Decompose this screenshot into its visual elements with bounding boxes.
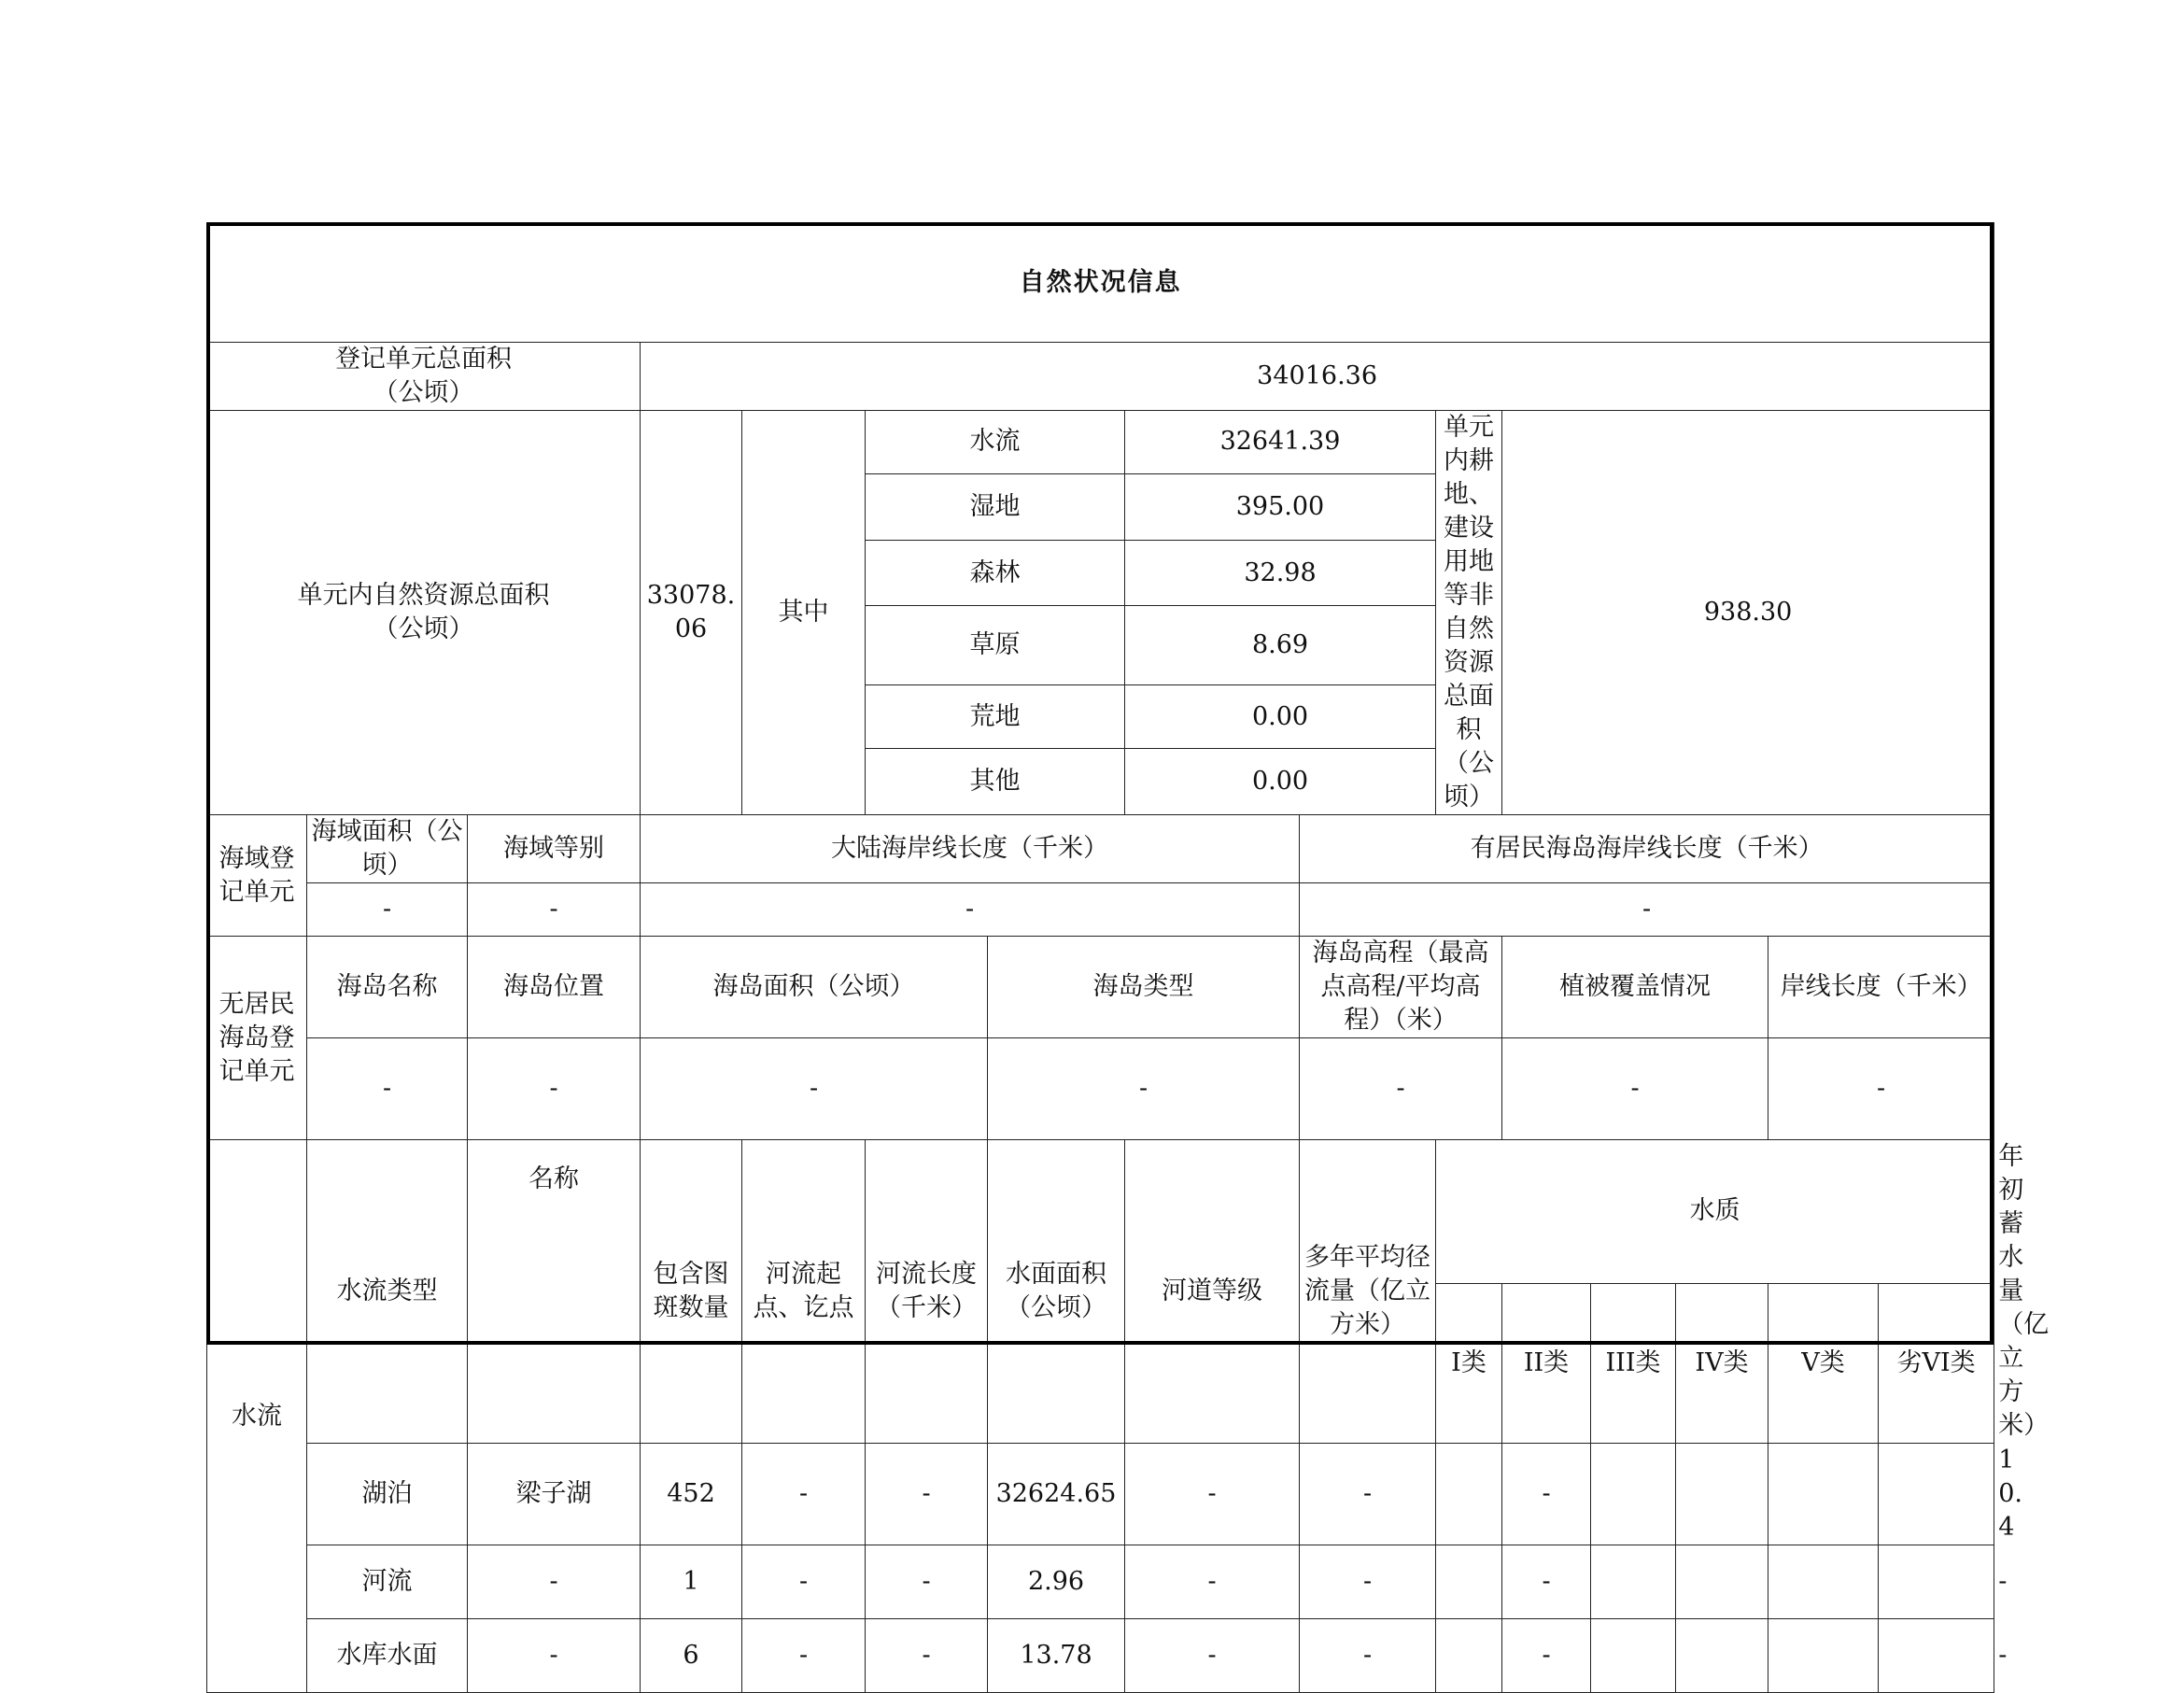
natural-resources-label: 单元内自然资源总面积 （公顷） xyxy=(207,411,641,815)
resource-value: 8.69 xyxy=(1125,606,1436,685)
water-quality xyxy=(1676,1619,1768,1693)
water-quality: - xyxy=(1502,1444,1591,1545)
table-outer-border xyxy=(206,222,1994,1345)
quality-class: 劣VI类 xyxy=(1879,1283,1994,1443)
water-area: 32624.65 xyxy=(988,1444,1125,1545)
quality-class: II类 xyxy=(1502,1283,1591,1443)
sea-grade-label: 海域等别 xyxy=(468,815,641,883)
water-quality xyxy=(1591,1545,1676,1619)
resource-name: 荒地 xyxy=(866,685,1125,749)
water-endpoints: - xyxy=(742,1545,866,1619)
sea-grade-value: - xyxy=(468,883,641,937)
water-runoff: - xyxy=(1300,1619,1436,1693)
resource-name: 草原 xyxy=(866,606,1125,685)
island-header: 海岛高程（最高点高程/平均高程）（米） xyxy=(1300,937,1502,1038)
water-grade: - xyxy=(1125,1444,1300,1545)
water-name: 梁子湖 xyxy=(468,1444,641,1545)
natural-resources-value: 33078.06 xyxy=(641,411,742,815)
island-value: - xyxy=(307,1038,468,1140)
island-header: 岸线长度（千米） xyxy=(1768,937,1994,1038)
water-endpoints: - xyxy=(742,1619,866,1693)
water-type: 湖泊 xyxy=(307,1444,468,1545)
mainland-coastline-value: - xyxy=(641,883,1300,937)
water-grade: - xyxy=(1125,1545,1300,1619)
water-header-runoff: 多年平均径流量（亿立方米） xyxy=(1300,1140,1436,1444)
water-quality xyxy=(1879,1545,1994,1619)
water-endpoints: - xyxy=(742,1444,866,1545)
non-natural-label: 单元内耕地、建设用地等非自然资源总面积（公顷） xyxy=(1436,411,1502,815)
water-quality: - xyxy=(1502,1619,1591,1693)
resource-value: 0.00 xyxy=(1125,749,1436,815)
table-row: 湖泊 梁子湖 452 - - 32624.65 - - - 10.4 xyxy=(207,1444,1994,1545)
island-value: - xyxy=(1768,1038,1994,1140)
natural-status-table: 自然状况信息 登记单元总面积 （公顷） 34016.36 单元内自然资源总面积 （公顷） 33078.06 其中 水流 32641.39 单元内耕地、建设用地等非自然资源总面积（公顷） 938.30 湿地 395.00 森林 32.98 草原 8.69 荒地 0.00 其他 0.00 海域登记单元 海域面积（公顷） 海域等别 大陆海岸线长度（千米） 有居民海岛海岸线长度（千米） - - - - 无居民海岛登记单元 海岛名称 海岛位置 海岛面积（公顷） 海岛类型 海岛高程（最高点高程/平均高程）（米） 植被覆盖情况 岸线长度（千米） - - - - - - - 水流 水流类型 名称 包含图斑数量 河流起点、讫点 河流长度（千米） 水面面积（公顷） 河道等级 多年平均径流量（亿立方米） 水质 年初蓄水量（亿立方米） I类 II类 III类 IV类 V类 劣VI类 湖泊 梁子湖 452 - - 32624.65 - - - 10.4 河流 - 1 - - 2.96 - - - - 水库水面 - 6 - - 13.78 - - - - xyxy=(206,222,1994,1693)
island-value: - xyxy=(1300,1038,1502,1140)
water-patches: 1 xyxy=(641,1545,742,1619)
island-value: - xyxy=(641,1038,988,1140)
water-header-length: 河流长度（千米） xyxy=(866,1140,988,1444)
water-length: - xyxy=(866,1619,988,1693)
page-title: 自然状况信息 xyxy=(207,223,1994,343)
water-quality xyxy=(1591,1444,1676,1545)
water-header-type: 水流类型 xyxy=(307,1140,468,1444)
resource-value: 32.98 xyxy=(1125,540,1436,606)
resource-value: 32641.39 xyxy=(1125,411,1436,474)
water-quality xyxy=(1768,1444,1879,1545)
water-header-area: 水面面积（公顷） xyxy=(988,1140,1125,1444)
resource-name: 森林 xyxy=(866,540,1125,606)
water-patches: 452 xyxy=(641,1444,742,1545)
resource-value: 395.00 xyxy=(1125,473,1436,540)
water-length: - xyxy=(866,1444,988,1545)
water-quality xyxy=(1879,1444,1994,1545)
quality-class: III类 xyxy=(1591,1283,1676,1443)
water-area: 2.96 xyxy=(988,1545,1125,1619)
of-which-label: 其中 xyxy=(742,411,866,815)
resource-name: 湿地 xyxy=(866,473,1125,540)
water-type: 水库水面 xyxy=(307,1619,468,1693)
water-header-grade: 河道等级 xyxy=(1125,1140,1300,1444)
mainland-coastline-label: 大陆海岸线长度（千米） xyxy=(641,815,1300,883)
water-type: 河流 xyxy=(307,1545,468,1619)
water-header-quality: 水质 xyxy=(1436,1140,1994,1284)
water-patches: 6 xyxy=(641,1619,742,1693)
total-area-label: 登记单元总面积 （公顷） xyxy=(207,343,641,411)
island-header: 海岛名称 xyxy=(307,937,468,1038)
quality-class: IV类 xyxy=(1676,1283,1768,1443)
island-unit-label: 无居民海岛登记单元 xyxy=(207,937,307,1140)
resource-name: 水流 xyxy=(866,411,1125,474)
water-header-endpoints: 河流起点、讫点 xyxy=(742,1140,866,1444)
island-header: 植被覆盖情况 xyxy=(1502,937,1768,1038)
water-unit-label: 水流 xyxy=(207,1140,307,1693)
water-name: - xyxy=(468,1545,641,1619)
island-header: 海岛位置 xyxy=(468,937,641,1038)
island-header: 海岛面积（公顷） xyxy=(641,937,988,1038)
water-header-patches: 包含图斑数量 xyxy=(641,1140,742,1444)
water-name: - xyxy=(468,1619,641,1693)
quality-class: I类 xyxy=(1436,1283,1502,1443)
resource-value: 0.00 xyxy=(1125,685,1436,749)
water-quality xyxy=(1436,1545,1502,1619)
water-quality xyxy=(1436,1444,1502,1545)
water-area: 13.78 xyxy=(988,1619,1125,1693)
water-runoff: - xyxy=(1300,1545,1436,1619)
water-quality xyxy=(1768,1619,1879,1693)
sea-area-label: 海域面积（公顷） xyxy=(307,815,468,883)
sea-area-value: - xyxy=(307,883,468,937)
island-coastline-value: - xyxy=(1300,883,1994,937)
quality-class: V类 xyxy=(1768,1283,1879,1443)
water-length: - xyxy=(866,1545,988,1619)
sea-unit-label: 海域登记单元 xyxy=(207,815,307,937)
table-row: 水库水面 - 6 - - 13.78 - - - - xyxy=(207,1619,1994,1693)
water-quality xyxy=(1676,1545,1768,1619)
total-area-value: 34016.36 xyxy=(641,343,1994,411)
water-grade: - xyxy=(1125,1619,1300,1693)
water-quality: - xyxy=(1502,1545,1591,1619)
resource-name: 其他 xyxy=(866,749,1125,815)
island-coastline-label: 有居民海岛海岸线长度（千米） xyxy=(1300,815,1994,883)
island-header: 海岛类型 xyxy=(988,937,1300,1038)
island-value: - xyxy=(988,1038,1300,1140)
water-quality xyxy=(1591,1619,1676,1693)
water-quality xyxy=(1768,1545,1879,1619)
water-quality xyxy=(1879,1619,1994,1693)
island-value: - xyxy=(468,1038,641,1140)
water-quality xyxy=(1676,1444,1768,1545)
water-quality xyxy=(1436,1619,1502,1693)
water-header-name: 名称 xyxy=(468,1140,641,1444)
island-value: - xyxy=(1502,1038,1768,1140)
table-row: 河流 - 1 - - 2.96 - - - - xyxy=(207,1545,1994,1619)
water-runoff: - xyxy=(1300,1444,1436,1545)
non-natural-value: 938.30 xyxy=(1502,411,1994,815)
